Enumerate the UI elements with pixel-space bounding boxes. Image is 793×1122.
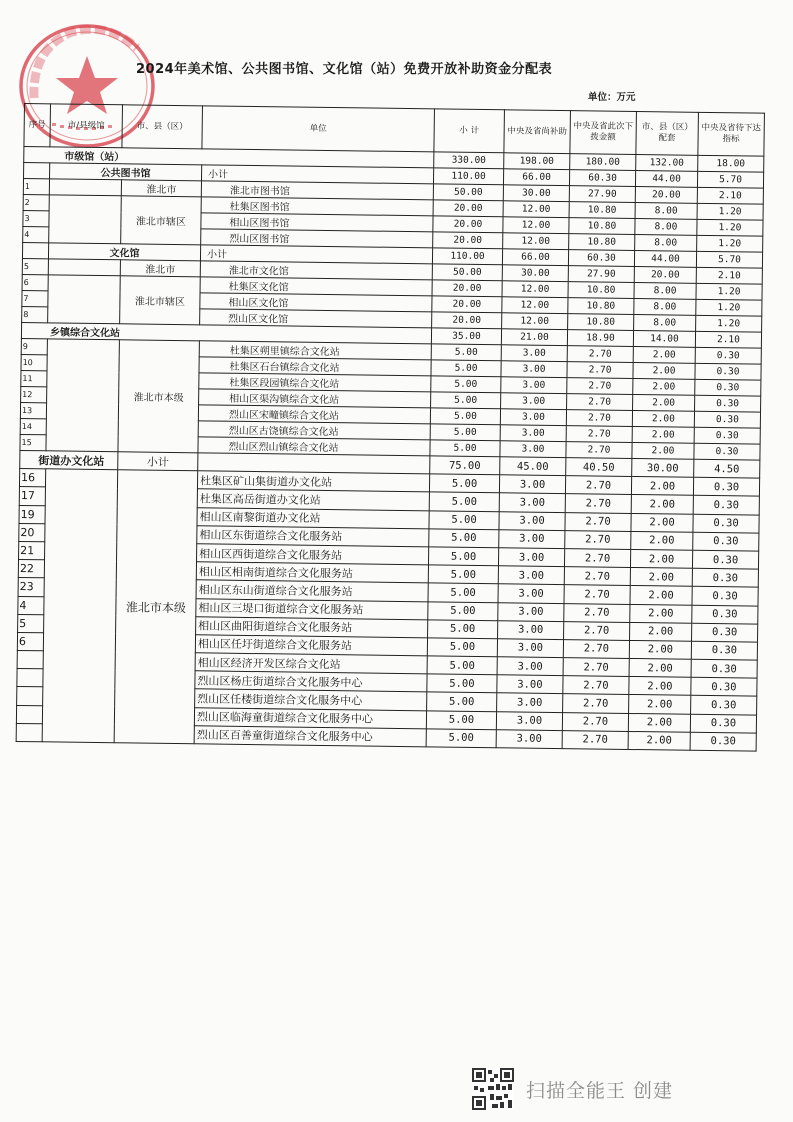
seq-cell: 17 [19,487,45,506]
seq-cell: 6 [22,274,48,290]
unit-cell: 淮北市文化馆 [200,261,432,280]
table-cell: 2.00 [632,410,694,427]
table-cell: 20.00 [635,187,697,204]
table-cell: 27.90 [569,186,635,203]
table-cell: 0.30 [691,641,757,660]
document-title: 2024年美术馆、公共图书馆、文化馆（站）免费开放补助资金分配表 [136,62,553,77]
unit-cell: 相山区相南街道综合文化服务站 [196,562,428,583]
table-cell: 20.00 [432,312,502,329]
township-section-label: 乡镇综合文化站 [21,322,431,343]
seq-cell: 6 [17,632,43,651]
table-cell: 2.00 [630,586,692,605]
unit-cell: 杜集区文化馆 [200,277,432,296]
table-cell: 0.30 [693,532,759,551]
region-cell: 淮北市 [120,260,200,277]
table-cell: 2.00 [633,378,695,395]
seq-cell: 21 [19,541,45,560]
table-cell: 2.70 [562,730,628,749]
table-cell: 5.00 [431,344,501,361]
table-cell: 3.00 [499,530,565,549]
table-cell: 3.00 [498,584,564,603]
table-cell: 3.00 [497,639,563,658]
table-cell: 2.70 [563,639,629,658]
table-cell: 12.00 [502,313,568,330]
table-cell: 3.00 [498,548,564,567]
table-cell: 2.70 [567,362,633,379]
table-cell: 12.00 [503,217,569,234]
region-cell: 淮北市本级 [118,340,199,453]
table-cell: 12.00 [502,297,568,314]
table-cell: 12.00 [502,281,568,298]
table-cell: 2.00 [633,346,695,363]
table-cell: 50.00 [433,184,503,201]
table-cell: 2.70 [565,494,631,513]
unit-cell: 相山区南黎街道办文化站 [197,507,429,528]
seq-cell: 11 [21,370,47,386]
table-cell: 0.30 [693,477,759,496]
table-cell: 5.70 [697,171,763,188]
seq-cell: 20 [19,523,45,542]
table-cell: 0.30 [692,587,758,606]
unit-cell: 烈山区任楼街道综合文化服务中心 [195,689,427,710]
table-cell: 5.00 [427,674,497,693]
table-cell: 20.00 [432,280,502,297]
table-cell: 0.30 [695,347,761,364]
table-cell: 44.00 [634,251,696,268]
table-cell: 3.00 [501,377,567,394]
table-cell: 10.80 [569,234,635,251]
table-cell: 30.00 [503,185,569,202]
scanner-watermark [472,1068,673,1110]
table-cell: 3.00 [497,657,563,676]
seq-cell: 10 [21,354,47,370]
seq-cell: 22 [18,560,44,579]
table-cell: 5.00 [428,565,498,584]
table-cell: 2.00 [632,426,694,443]
unit-cell: 杜集区段园镇综合文化站 [199,373,431,392]
table-cell: 5.00 [427,692,497,711]
table-cell: 8.00 [635,203,697,220]
table-cell: 2.00 [631,477,693,496]
table-cell: 3.00 [499,475,565,494]
unit-cell: 相山区东街道综合文化服务站 [197,526,429,547]
unit-cell: 烈山区古饶镇综合文化站 [198,421,430,440]
unit-cell: 杜集区高岳街道办文化站 [197,489,429,510]
table-cell: 5.00 [430,424,500,441]
table-cell: 0.30 [692,623,758,642]
table-cell: 18.90 [567,330,633,347]
unit-cell: 烈山区宋疃镇综合文化站 [198,405,430,424]
table-cell: 2.00 [630,568,692,587]
header-seq: 序号 [24,104,51,147]
table-cell: 5.00 [427,638,497,657]
seq-cell: 1 [23,179,49,195]
header-central-issued: 中央及省此次下拨金额 [570,111,637,155]
table-cell: 5.00 [428,601,498,620]
header-central-provincial: 中央及省尚补助 [504,110,571,154]
table-cell: 12.00 [503,233,569,250]
table-cell: 40.50 [566,458,632,477]
table-cell: 5.00 [429,474,499,493]
seq-cell: 4 [18,596,44,615]
table-cell: 3.00 [497,675,563,694]
unit-cell: 相山区经济开发区综合文化站 [195,653,427,674]
table-cell: 110.00 [433,168,503,185]
table-cell: 0.30 [694,411,760,428]
table-cell: 2.70 [563,658,629,677]
table-cell: 1.20 [696,283,762,300]
table-cell: 3.00 [500,409,566,426]
table-cell: 2.00 [629,659,691,678]
unit-cell: 烈山区杨庄街道综合文化服务中心 [195,671,427,692]
qr-code-icon [472,1068,514,1110]
seq-cell: 16 [19,469,45,488]
table-cell: 2.70 [566,442,632,459]
table-cell: 0.30 [693,496,759,515]
table-cell: 132.00 [636,155,698,172]
table-cell: 2.10 [696,267,762,284]
seq-cell: 15 [20,434,46,450]
table-cell: 0.30 [691,678,757,697]
table-cell: 8.00 [634,314,696,331]
unit-cell: 烈山区图书馆 [201,229,433,248]
table-cell: 2.00 [633,394,695,411]
unit-cell: 杜集区石台镇综合文化站 [199,357,431,376]
table-cell: 3.00 [498,602,564,621]
table-cell: 2.00 [628,713,690,732]
region-cell: 淮北市本级 [114,470,198,744]
table-cell: 2.00 [631,495,693,514]
table-cell: 5.00 [426,710,496,729]
table-cell: 5.00 [428,620,498,639]
seq-cell: 23 [18,578,44,597]
table-cell: 66.00 [502,249,568,266]
table-cell: 30.00 [502,265,568,282]
header-county: 市、县（区） [122,105,203,149]
table-cell: 44.00 [635,171,697,188]
region-cell: 淮北市辖区 [120,276,201,325]
table-cell: 60.30 [568,250,634,267]
table-cell: 2.70 [564,567,630,586]
unit-cell: 淮北市图书馆 [201,181,433,200]
table-cell: 2.00 [630,549,692,568]
table-cell: 66.00 [503,169,569,186]
table-cell: 0.30 [692,550,758,569]
culture-subtotal-label: 小计 [200,245,432,264]
table-cell: 2.00 [632,442,694,459]
table-cell: 45.00 [500,457,566,476]
table-cell: 2.70 [564,585,630,604]
table-cell: 0.30 [695,395,761,412]
seq-cell [16,723,42,742]
table-cell: 198.00 [504,153,570,170]
table-cell: 20.00 [432,296,502,313]
table-cell: 0.30 [690,732,756,751]
table-cell: 8.00 [635,219,697,236]
table-cell: 2.70 [567,394,633,411]
table-cell: 8.00 [634,283,696,300]
seq-cell: 2 [23,194,49,210]
table-cell: 20.00 [433,216,503,233]
table-cell: 2.70 [562,712,628,731]
table-cell: 5.00 [429,510,499,529]
table-cell: 8.00 [634,299,696,316]
table-cell: 5.00 [427,656,497,675]
table-cell: 27.90 [568,266,634,283]
table-cell: 0.30 [690,714,756,733]
unit-cell: 相山区东山街道综合文化服务站 [196,580,428,601]
seq-cell: 5 [18,614,44,633]
table-cell: 18.00 [698,155,764,172]
table-cell: 20.00 [634,267,696,284]
table-cell: 35.00 [431,328,501,345]
table-cell: 0.30 [691,696,757,715]
header-unit: 单位 [202,106,435,152]
seq-cell [17,651,43,670]
table-cell: 10.80 [568,282,634,299]
seq-cell [17,669,43,688]
region-cell: 淮北市辖区 [121,196,202,245]
table-cell: 2.00 [631,513,693,532]
table-cell: 2.00 [633,362,695,379]
unit-cell: 相山区西街道综合文化服务站 [197,544,429,565]
seq-cell: 7 [22,290,48,306]
seq-cell: 9 [21,338,47,354]
table-cell: 5.00 [426,729,496,748]
table-cell: 2.00 [630,622,692,641]
seq-cell [17,687,43,706]
table-cell: 20.00 [433,232,503,249]
table-cell: 2.00 [630,604,692,623]
table-cell: 75.00 [430,456,500,475]
table-cell: 3.00 [501,345,567,362]
table-cell: 5.00 [428,547,498,566]
table-cell: 3.00 [499,493,565,512]
table-cell: 3.00 [500,425,566,442]
table-cell: 2.70 [566,410,632,427]
table-cell: 330.00 [434,152,504,169]
table-cell: 3.00 [497,693,563,712]
table-cell: 1.20 [696,299,762,316]
table-cell: 10.80 [568,298,634,315]
unit-cell: 相山区三堤口街道综合文化服务站 [196,598,428,619]
table-cell: 12.00 [503,201,569,218]
table-cell: 50.00 [432,264,502,281]
unit-cell: 烈山区烈山镇综合文化站 [198,437,430,456]
table-cell: 2.10 [695,331,761,348]
table-cell: 2.70 [563,694,629,713]
unit-label: 单位：万元 [588,92,636,103]
seq-cell: 4 [23,226,49,242]
seq-cell: 5 [22,258,48,274]
table-cell: 2.70 [566,426,632,443]
table-cell: 30.00 [632,458,694,477]
header-central-pending: 中央及省待下达指标 [698,112,765,156]
table-cell: 2.00 [628,731,690,750]
unit-cell: 杜集区图书馆 [201,197,433,216]
street-subtotal-label: 小计 [118,452,198,471]
library-section-label: 公共图书馆 [50,163,202,181]
table-cell: 2.70 [565,530,631,549]
table-cell: 0.30 [693,514,759,533]
table-cell: 0.30 [694,427,760,444]
table-cell: 60.30 [569,170,635,187]
table-cell: 3.00 [501,393,567,410]
seq-cell: 14 [20,418,46,434]
region-cell: 淮北市 [121,180,201,197]
table-cell: 1.20 [696,315,762,332]
table-cell: 2.00 [629,695,691,714]
table-cell: 5.00 [430,408,500,425]
unit-cell: 烈山区文化馆 [200,309,432,328]
table-cell: 14.00 [633,330,695,347]
table-cell: 10.80 [568,314,634,331]
seq-cell: 3 [23,210,49,226]
library-subtotal-label: 小计 [201,165,433,184]
unit-cell: 相山区图书馆 [201,213,433,232]
table-cell: 2.00 [631,531,693,550]
unit-cell: 相山区渠沟镇综合文化站 [199,389,431,408]
table-cell: 2.70 [565,476,631,495]
table-cell: 3.00 [498,566,564,585]
table-cell: 3.00 [496,730,562,749]
table-cell: 2.10 [697,187,763,204]
table-cell: 1.20 [697,203,763,220]
unit-cell: 烈山区百善童街道综合文化服务中心 [194,726,426,747]
unit-cell: 相山区任圩街道综合文化服务站 [195,635,427,656]
table-cell: 4.50 [694,459,760,478]
table-cell: 3.00 [499,511,565,530]
table-cell: 5.00 [429,492,499,511]
table-cell: 2.00 [629,677,691,696]
table-cell: 5.00 [431,376,501,393]
table-cell: 110.00 [432,248,502,265]
table-cell: 5.00 [428,583,498,602]
table-cell: 0.30 [692,568,758,587]
table-cell: 0.30 [692,605,758,624]
table-cell: 5.00 [429,529,499,548]
table-cell: 0.30 [695,379,761,396]
table-cell: 2.70 [564,621,630,640]
unit-cell: 杜集区朔里镇综合文化站 [199,341,431,360]
table-cell: 180.00 [570,154,636,171]
culture-section-label: 文化馆 [48,243,200,261]
table-cell: 2.70 [564,549,630,568]
table-cell: 21.00 [501,329,567,346]
unit-cell: 烈山区临海童街道综合文化服务中心 [194,707,426,728]
header-subtotal: 小 计 [434,109,505,153]
table-cell: 2.70 [563,676,629,695]
unit-cell: 相山区文化馆 [200,293,432,312]
table-cell: 20.00 [433,200,503,217]
table-cell: 8.00 [635,235,697,252]
table-cell: 3.00 [500,441,566,458]
table-cell: 3.00 [501,361,567,378]
table-cell: 2.70 [565,512,631,531]
table-cell: 5.00 [431,392,501,409]
table-cell: 2.70 [567,346,633,363]
unit-cell: 杜集区矿山集街道办文化站 [197,471,429,492]
table-cell: 0.30 [695,363,761,380]
table-cell: 3.00 [496,711,562,730]
table-cell: 3.00 [498,620,564,639]
seq-cell: 19 [19,505,45,524]
table-cell: 1.20 [697,235,763,252]
table-cell: 2.00 [629,640,691,659]
table-cell: 1.20 [697,219,763,236]
header-county-matching: 市、县（区）配套 [636,112,699,156]
table-cell: 10.80 [569,202,635,219]
seq-cell: 13 [20,402,46,418]
allocation-table [16,103,765,752]
city-total-label: 市级馆（站） [24,147,434,168]
table-cell: 2.70 [564,603,630,622]
table-cell: 5.00 [431,360,501,377]
table-cell: 5.00 [430,440,500,457]
seq-cell [16,705,42,724]
table-cell: 0.30 [694,443,760,460]
scanner-text: 扫描全能王 创建 [526,1079,674,1102]
unit-cell: 相山区曲阳街道综合文化服务站 [196,616,428,637]
table-cell: 2.70 [567,378,633,395]
seq-cell: 8 [22,306,48,322]
table-cell: 10.80 [569,218,635,235]
table-cell: 5.70 [696,251,762,268]
allocation-sheet [16,103,793,748]
street-section-label: 街道办文化站 [20,450,118,469]
header-region-group: 市/县级馆 [50,104,123,148]
seq-cell: 12 [21,386,47,402]
table-cell: 0.30 [691,659,757,678]
